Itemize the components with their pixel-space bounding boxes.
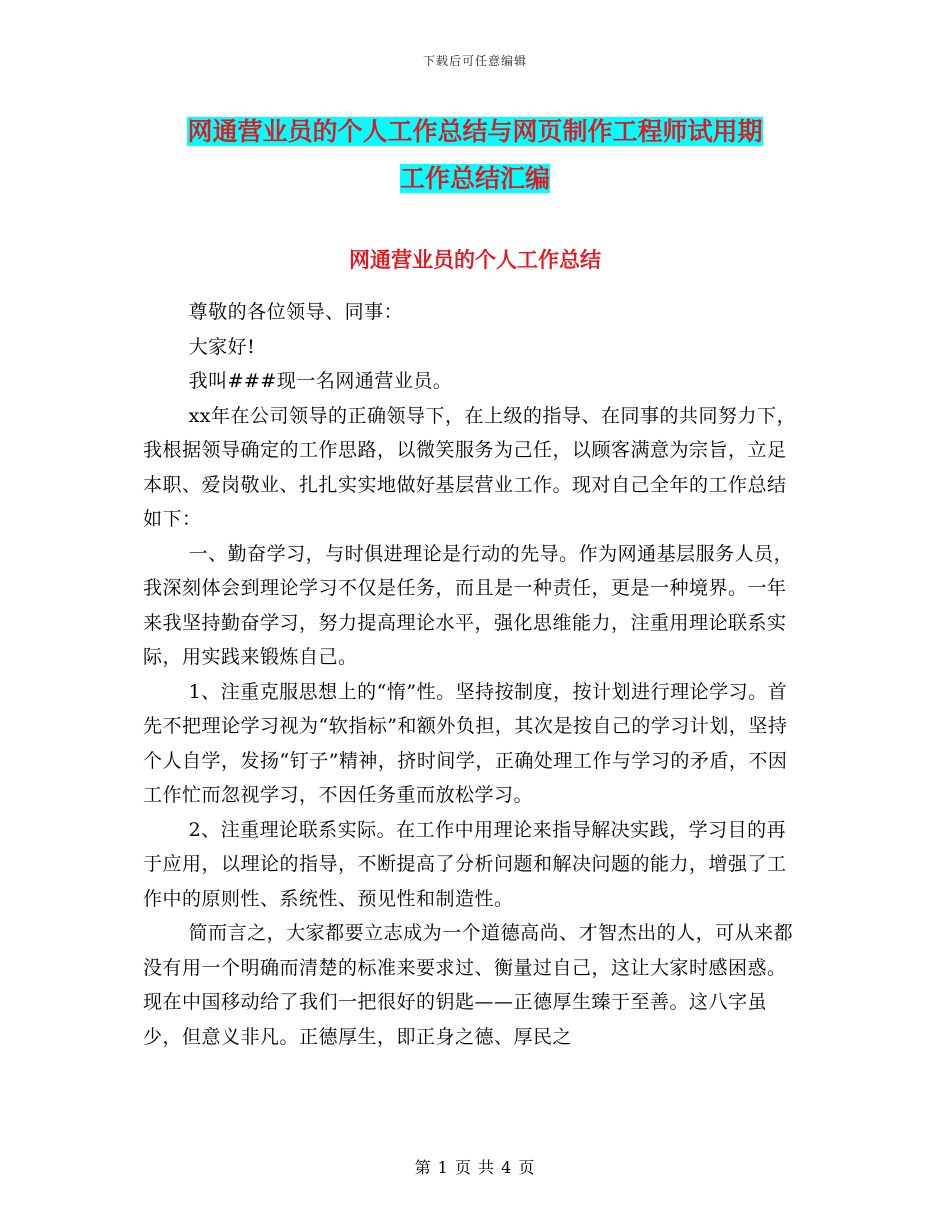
- section-title: 网通营业员的个人工作总结: [349, 248, 601, 272]
- page-number: 第 1 页 共 4 页: [414, 1158, 536, 1177]
- paragraph-summary: xx年在公司领导的正确领导下，在上级的指导、在同事的共同努力下，我根据领导确定的工作思路，以微笑服务为己任，以顾客满意为宗旨，立足本职、爱岗敬业、扎扎实实地做好基层营业工作。现对自己全年的工作总结如下：: [143, 404, 797, 530]
- document-title-line2: 工作总结汇编: [399, 164, 550, 193]
- paragraph-intro: 我叫###现一名网通营业员。: [188, 370, 453, 392]
- document-body: [143, 295, 805, 1054]
- document-title-line1: 网通营业员的个人工作总结与网页制作工程师试用期: [187, 117, 763, 146]
- paragraph-greeting: 尊敬的各位领导、同事：: [188, 301, 404, 323]
- paragraph-hello: 大家好!: [188, 335, 256, 358]
- paragraph-study: 一、勤奋学习，与时俱进理论是行动的先导。作为网通基层服务人员，我深刻体会到理论学习不仅是任务，而且是一种责任，更是一种境界。一年来我坚持勤奋学习，努力提高理论水平，强化思维能力，注重用理论联系实际，用实践来锻炼自己。: [143, 542, 794, 668]
- paragraph-conclusion: 简而言之，大家都要立志成为一个道德高尚、才智杰出的人，可从来都没有用一个明确而清楚的标准来要求过、衡量过自己，这让大家时感困惑。现在中国移动给了我们一把很好的钥匙——正德厚生臻于至善。这八字虽少，但意义非凡。正德厚生，即正身之德、厚民之: [143, 922, 794, 1048]
- paragraph-point-2: 2、注重理论联系实际。在工作中用理论来指导解决实践，学习目的再于应用，以理论的指导，不断提高了分析问题和解决问题的能力，增强了工作中的原则性、系统性、预见性和制造性。: [143, 818, 787, 910]
- page-header-note: 下载后可任意编辑: [422, 54, 527, 68]
- paragraph-point-1: 1、注重克服思想上的“惰”性。坚持按制度，按计划进行理论学习。首先不把理论学习视为“软指标”和额外负担，其次是按自己的学习计划，坚持个人自学，发扬“钉子”精神，挤时间学，正确处理工作与学习的矛盾，不因工作忙而忽视学习，不因任务重而放松学习。: [143, 680, 788, 806]
- document-title: [140, 108, 810, 202]
